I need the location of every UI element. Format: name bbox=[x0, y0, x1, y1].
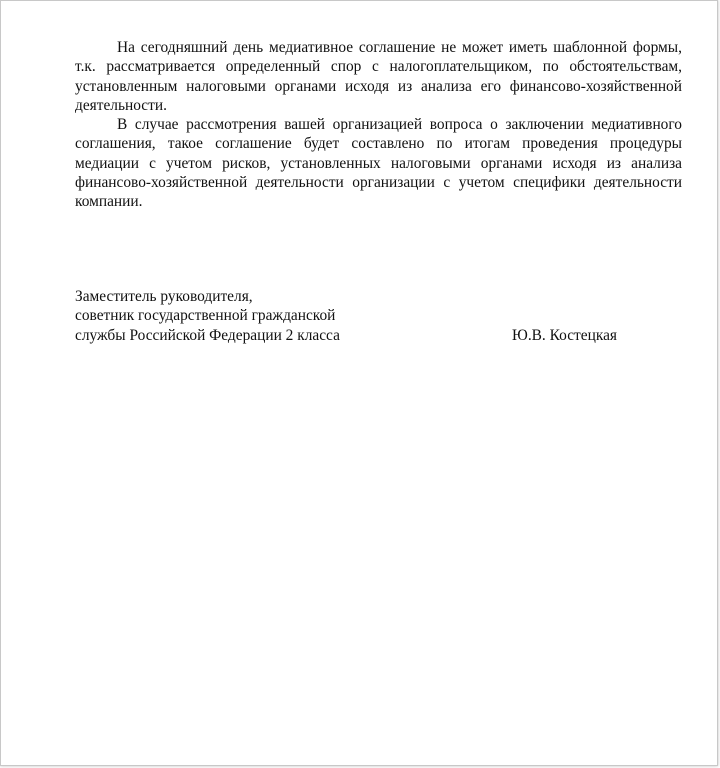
signatory-position-line-3: службы Российской Федерации 2 класса bbox=[75, 326, 340, 344]
paragraph-mediation-form: На сегодняшний день медиативное соглашение не может иметь шаблонной формы, т.к. рассматривается определенный спор с налогоплательщиком, по обстоятельствам, установленным налоговыми органами исходя из анализа его финансово-хозяйственной деятельности. bbox=[75, 39, 682, 114]
signatory-name: Ю.В. Костецкая bbox=[512, 326, 617, 344]
letter-body bbox=[75, 38, 682, 212]
paragraph-mediation-agreement: В случае рассмотрения вашей организацией вопроса о заключении медиативного соглашения, такое соглашение будет составлено по итогам проведения процедуры медиации с учетом рисков, установленных налоговыми органами исходя из анализа финансово-хозяйственной деятельности организации с учетом специфики деятельности компании. bbox=[75, 116, 682, 211]
signatory-position-line-2: советник государственной гражданской bbox=[75, 307, 336, 325]
signatory-position-line-1: Заместитель руководителя, bbox=[75, 288, 253, 305]
signature-block bbox=[75, 287, 635, 345]
